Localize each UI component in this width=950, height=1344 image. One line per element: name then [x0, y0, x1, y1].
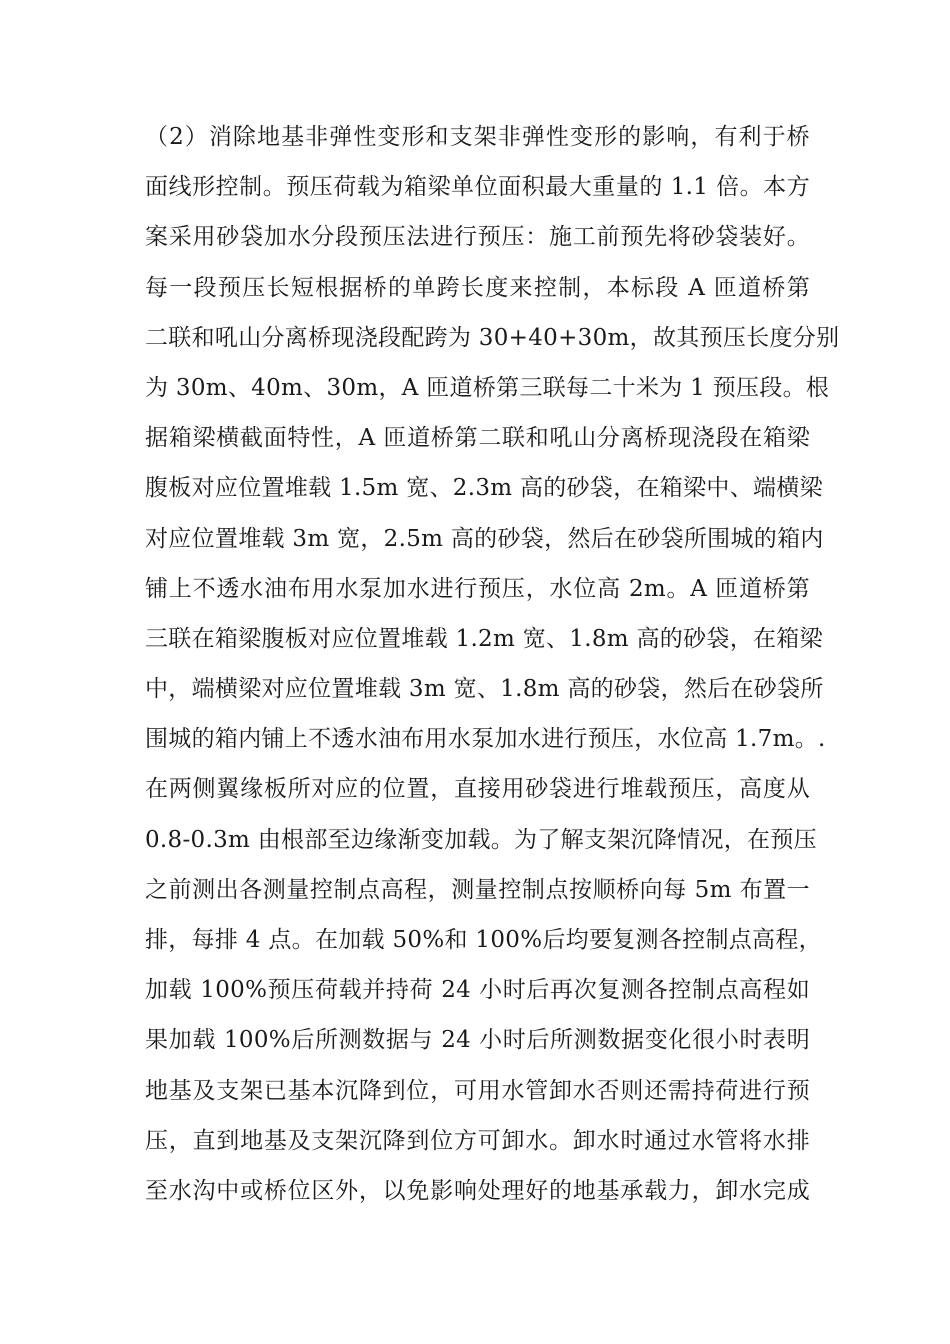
text-line: 压，直到地基及支架沉降到位方可卸水。卸水时通过水管将水排	[145, 1127, 810, 1154]
text-line: 二联和吼山分离桥现浇段配跨为 30+40+30m，故其预压长度分别	[145, 324, 840, 351]
text-line: 0.8-0.3m 由根部至边缘渐变加载。为了解支架沉降情况，在预压	[145, 826, 817, 853]
text-line: 在两侧翼缘板所对应的位置，直接用砂袋进行堆载预压，高度从	[145, 776, 810, 803]
text-line: 面线形控制。预压荷载为箱梁单位面积最大重量的 1.1 倍。本方	[145, 174, 810, 201]
text-line: 中，端横梁对应位置堆载 3m 宽、1.8m 高的砂袋，然后在砂袋所	[145, 676, 824, 703]
text-line: 围城的箱内铺上不透水油布用水泵加水进行预压，水位高 1.7m。.	[145, 726, 826, 753]
text-line: 加载 100%预压荷载并持荷 24 小时后再次复测各控制点高程如	[145, 977, 810, 1004]
text-line: 至水沟中或桥位区外，以免影响处理好的地基承载力，卸水完成	[145, 1177, 810, 1204]
text-line: （2）消除地基非弹性变形和支架非弹性变形的影响，有利于桥	[145, 124, 810, 150]
text-line: 地基及支架已基本沉降到位，可用水管卸水否则还需持荷进行预	[145, 1077, 810, 1104]
body-paragraph	[145, 112, 840, 1216]
text-line: 之前测出各测量控制点高程，测量控制点按顺桥向每 5m 布置一	[145, 876, 810, 903]
text-line: 对应位置堆载 3m 宽，2.5m 高的砂袋，然后在砂袋所围城的箱内	[145, 525, 824, 552]
text-line: 为 30m、40m、30m，A 匝道桥第三联每二十米为 1 预压段。根	[145, 374, 830, 401]
text-line: 三联在箱梁腹板对应位置堆载 1.2m 宽、1.8m 高的砂袋，在箱梁	[145, 625, 823, 652]
text-line: 果加载 100%后所测数据与 24 小时后所测数据变化很小时表明	[145, 1027, 810, 1054]
text-line: 案采用砂袋加水分段预压法进行预压：施工前预先将砂袋装好。	[145, 224, 810, 251]
text-line: 排，每排 4 点。在加载 50%和 100%后均要复测各控制点高程，	[145, 927, 822, 953]
text-line: 腹板对应位置堆载 1.5m 宽、2.3m 高的砂袋，在箱梁中、端横梁	[145, 475, 823, 502]
text-line: 铺上不透水油布用水泵加水进行预压，水位高 2m。A 匝道桥第	[145, 575, 810, 602]
text-line: 每一段预压长短根据桥的单跨长度来控制，本标段 A 匝道桥第	[145, 274, 810, 301]
text-line: 据箱梁横截面特性，A 匝道桥第二联和吼山分离桥现浇段在箱梁	[145, 425, 810, 452]
